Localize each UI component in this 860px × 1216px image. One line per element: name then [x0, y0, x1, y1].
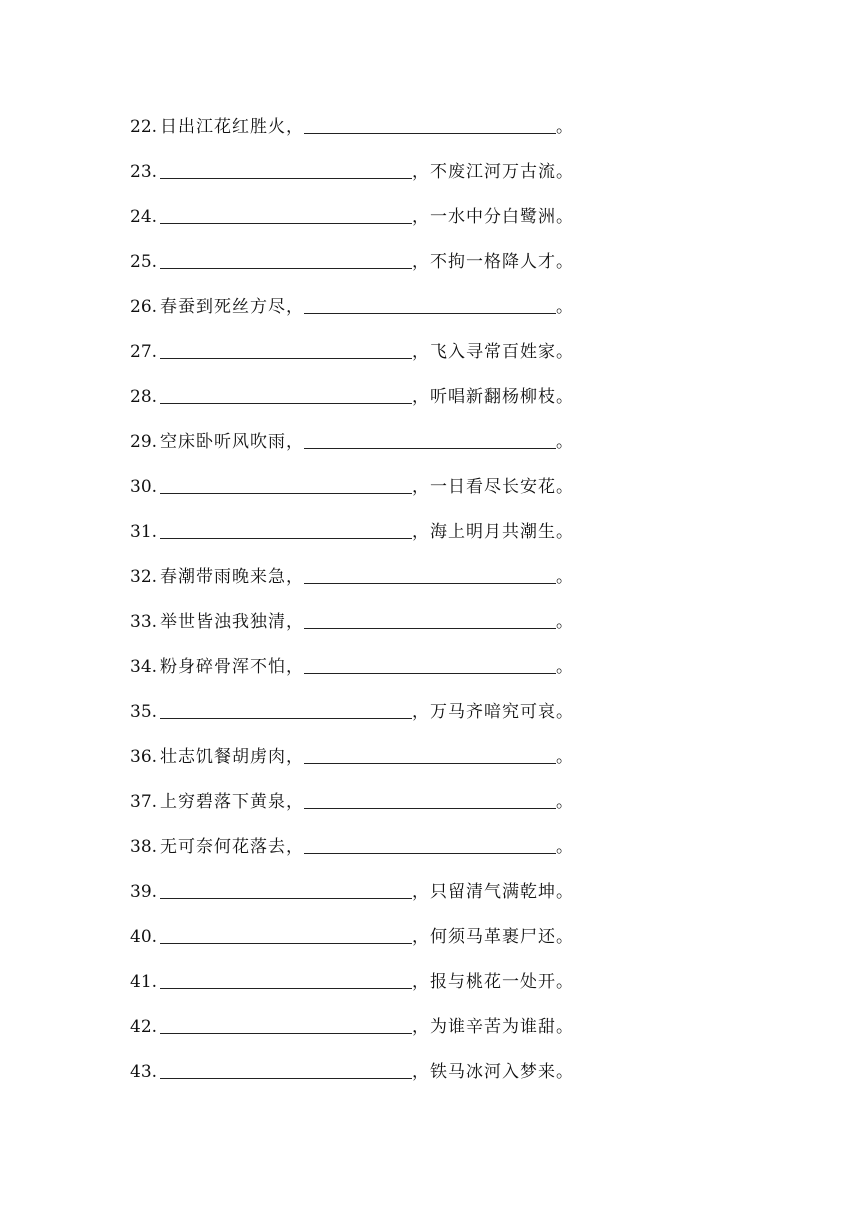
item-number: 31. — [130, 522, 158, 542]
item-text: ，不拘一格降人才 — [412, 252, 556, 272]
item-40 — [130, 922, 610, 952]
item-number: 28. — [130, 387, 158, 407]
item-23 — [130, 157, 610, 187]
item-text: ，万马齐喑究可哀 — [412, 702, 556, 722]
item-text: 粉身碎骨浑不怕， — [160, 657, 304, 677]
item-37 — [130, 787, 610, 817]
answer-blank[interactable] — [160, 700, 412, 719]
item-end-punct: 。 — [556, 927, 574, 947]
answer-blank[interactable] — [304, 745, 556, 764]
item-end-punct: 。 — [556, 972, 574, 992]
item-number: 39. — [130, 882, 158, 902]
item-25 — [130, 247, 610, 277]
item-number: 22. — [130, 117, 158, 137]
item-22 — [130, 112, 610, 142]
item-number: 29. — [130, 432, 158, 452]
item-number: 35. — [130, 702, 158, 722]
item-number: 30. — [130, 477, 158, 497]
answer-blank[interactable] — [160, 1015, 412, 1034]
item-text: ，海上明月共潮生 — [412, 522, 556, 542]
item-end-punct: 。 — [556, 387, 574, 407]
item-end-punct: 。 — [556, 117, 574, 137]
answer-blank[interactable] — [304, 565, 556, 584]
item-number: 24. — [130, 207, 158, 227]
item-text: ，为谁辛苦为谁甜 — [412, 1017, 556, 1037]
item-43 — [130, 1057, 610, 1087]
item-end-punct: 。 — [556, 612, 574, 632]
item-number: 32. — [130, 567, 158, 587]
item-41 — [130, 967, 610, 997]
item-end-punct: 。 — [556, 882, 574, 902]
item-text: ，铁马冰河入梦来 — [412, 1062, 556, 1082]
answer-blank[interactable] — [304, 430, 556, 449]
item-end-punct: 。 — [556, 792, 574, 812]
item-33 — [130, 607, 610, 637]
item-number: 42. — [130, 1017, 158, 1037]
item-text: 春蚕到死丝方尽， — [160, 297, 304, 317]
answer-blank[interactable] — [304, 115, 556, 134]
answer-blank[interactable] — [160, 205, 412, 224]
item-end-punct: 。 — [556, 522, 574, 542]
item-number: 33. — [130, 612, 158, 632]
item-text: 日出江花红胜火， — [160, 117, 304, 137]
item-end-punct: 。 — [556, 432, 574, 452]
answer-blank[interactable] — [160, 1060, 412, 1079]
answer-blank[interactable] — [160, 340, 412, 359]
item-text: ，何须马革裹尸还 — [412, 927, 556, 947]
item-number: 36. — [130, 747, 158, 767]
item-end-punct: 。 — [556, 657, 574, 677]
answer-blank[interactable] — [160, 925, 412, 944]
answer-blank[interactable] — [160, 520, 412, 539]
item-26 — [130, 292, 610, 322]
answer-blank[interactable] — [304, 790, 556, 809]
item-number: 27. — [130, 342, 158, 362]
item-31 — [130, 517, 610, 547]
item-end-punct: 。 — [556, 342, 574, 362]
answer-blank[interactable] — [160, 250, 412, 269]
item-39 — [130, 877, 610, 907]
item-end-punct: 。 — [556, 1062, 574, 1082]
item-end-punct: 。 — [556, 477, 574, 497]
item-end-punct: 。 — [556, 1017, 574, 1037]
item-42 — [130, 1012, 610, 1042]
item-text: 壮志饥餐胡虏肉， — [160, 747, 304, 767]
item-end-punct: 。 — [556, 567, 574, 587]
answer-blank[interactable] — [160, 880, 412, 899]
item-text: 上穷碧落下黄泉， — [160, 792, 304, 812]
item-text: 空床卧听风吹雨， — [160, 432, 304, 452]
item-number: 43. — [130, 1062, 158, 1082]
item-27 — [130, 337, 610, 367]
answer-blank[interactable] — [160, 160, 412, 179]
item-number: 23. — [130, 162, 158, 182]
item-32 — [130, 562, 610, 592]
item-28 — [130, 382, 610, 412]
item-text: ，只留清气满乾坤 — [412, 882, 556, 902]
item-text: ，一日看尽长安花 — [412, 477, 556, 497]
item-36 — [130, 742, 610, 772]
item-number: 40. — [130, 927, 158, 947]
item-text: 举世皆浊我独清， — [160, 612, 304, 632]
item-text: ，听唱新翻杨柳枝 — [412, 387, 556, 407]
item-24 — [130, 202, 610, 232]
answer-blank[interactable] — [304, 610, 556, 629]
item-30 — [130, 472, 610, 502]
item-number: 41. — [130, 972, 158, 992]
item-text: ，飞入寻常百姓家 — [412, 342, 556, 362]
item-35 — [130, 697, 610, 727]
item-end-punct: 。 — [556, 162, 574, 182]
answer-blank[interactable] — [304, 295, 556, 314]
item-end-punct: 。 — [556, 837, 574, 857]
item-text: ，一水中分白鹭洲 — [412, 207, 556, 227]
item-34 — [130, 652, 610, 682]
item-end-punct: 。 — [556, 297, 574, 317]
item-number: 26. — [130, 297, 158, 317]
item-end-punct: 。 — [556, 702, 574, 722]
item-number: 34. — [130, 657, 158, 677]
item-38 — [130, 832, 610, 862]
item-text: ，不废江河万古流 — [412, 162, 556, 182]
answer-blank[interactable] — [304, 655, 556, 674]
item-end-punct: 。 — [556, 207, 574, 227]
answer-blank[interactable] — [304, 835, 556, 854]
item-text: 春潮带雨晚来急， — [160, 567, 304, 587]
answer-blank[interactable] — [160, 970, 412, 989]
item-number: 37. — [130, 792, 158, 812]
item-end-punct: 。 — [556, 747, 574, 767]
answer-blank[interactable] — [160, 475, 412, 494]
answer-blank[interactable] — [160, 385, 412, 404]
item-text: 无可奈何花落去， — [160, 837, 304, 857]
item-end-punct: 。 — [556, 252, 574, 272]
item-29 — [130, 427, 610, 457]
item-number: 38. — [130, 837, 158, 857]
item-number: 25. — [130, 252, 158, 272]
item-text: ，报与桃花一处开 — [412, 972, 556, 992]
